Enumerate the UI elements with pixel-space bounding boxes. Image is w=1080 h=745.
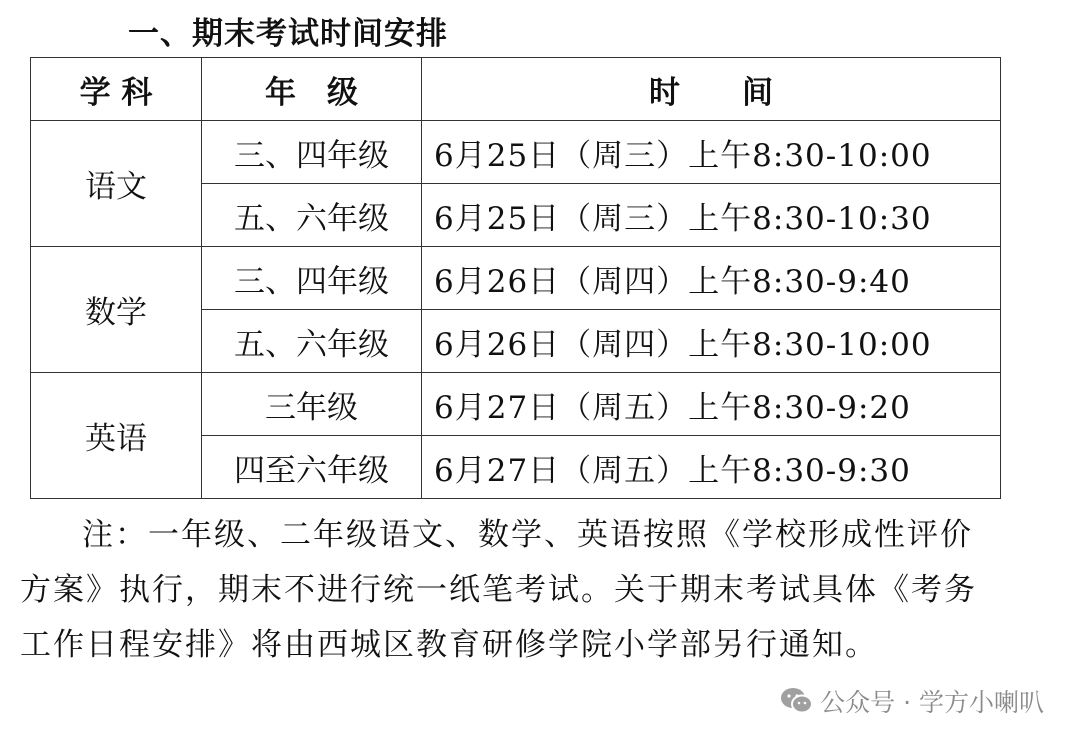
- subject-cell: 语文: [31, 121, 202, 247]
- header-subject: 学 科: [31, 58, 202, 121]
- subject-cell: 英语: [31, 373, 202, 499]
- note-paragraph: 注：一年级、二年级语文、数学、英语按照《学校形成性评价方案》执行，期末不进行统一纸笔考试。关于期末考试具体《考务工作日程安排》将由西城区教育研修学院小学部另行通知。: [20, 517, 977, 663]
- watermark-text: 公众号 · 学方小喇叭: [820, 688, 1044, 717]
- time-cell: 6月25日（周三）上午8:30-10:30: [422, 184, 1001, 247]
- time-cell: 6月26日（周四）上午8:30-9:40: [422, 247, 1001, 310]
- table-header-row: [31, 58, 1001, 121]
- section-heading: 一、期末考试时间安排: [128, 16, 448, 52]
- subject-cell: 数学: [31, 247, 202, 373]
- grade-cell: 三年级: [202, 373, 422, 436]
- table-row: [31, 247, 1001, 310]
- time-cell: 6月27日（周五）上午8:30-9:30: [422, 436, 1001, 499]
- time-cell: 6月26日（周四）上午8:30-10:00: [422, 310, 1001, 373]
- watermark: [780, 683, 1044, 719]
- grade-cell: 五、六年级: [202, 310, 422, 373]
- time-cell: 6月25日（周三）上午8:30-10:00: [422, 121, 1001, 184]
- grade-cell: 三、四年级: [202, 247, 422, 310]
- grade-cell: 四至六年级: [202, 436, 422, 499]
- exam-schedule-table: [30, 57, 1001, 499]
- grade-cell: 三、四年级: [202, 121, 422, 184]
- grade-cell: 五、六年级: [202, 184, 422, 247]
- time-cell: 6月27日（周五）上午8:30-9:20: [422, 373, 1001, 436]
- header-grade: 年 级: [202, 58, 422, 121]
- table-row: [31, 373, 1001, 436]
- table-row: [31, 121, 1001, 184]
- header-time: 时 间: [422, 58, 1001, 121]
- wechat-icon: [780, 686, 814, 716]
